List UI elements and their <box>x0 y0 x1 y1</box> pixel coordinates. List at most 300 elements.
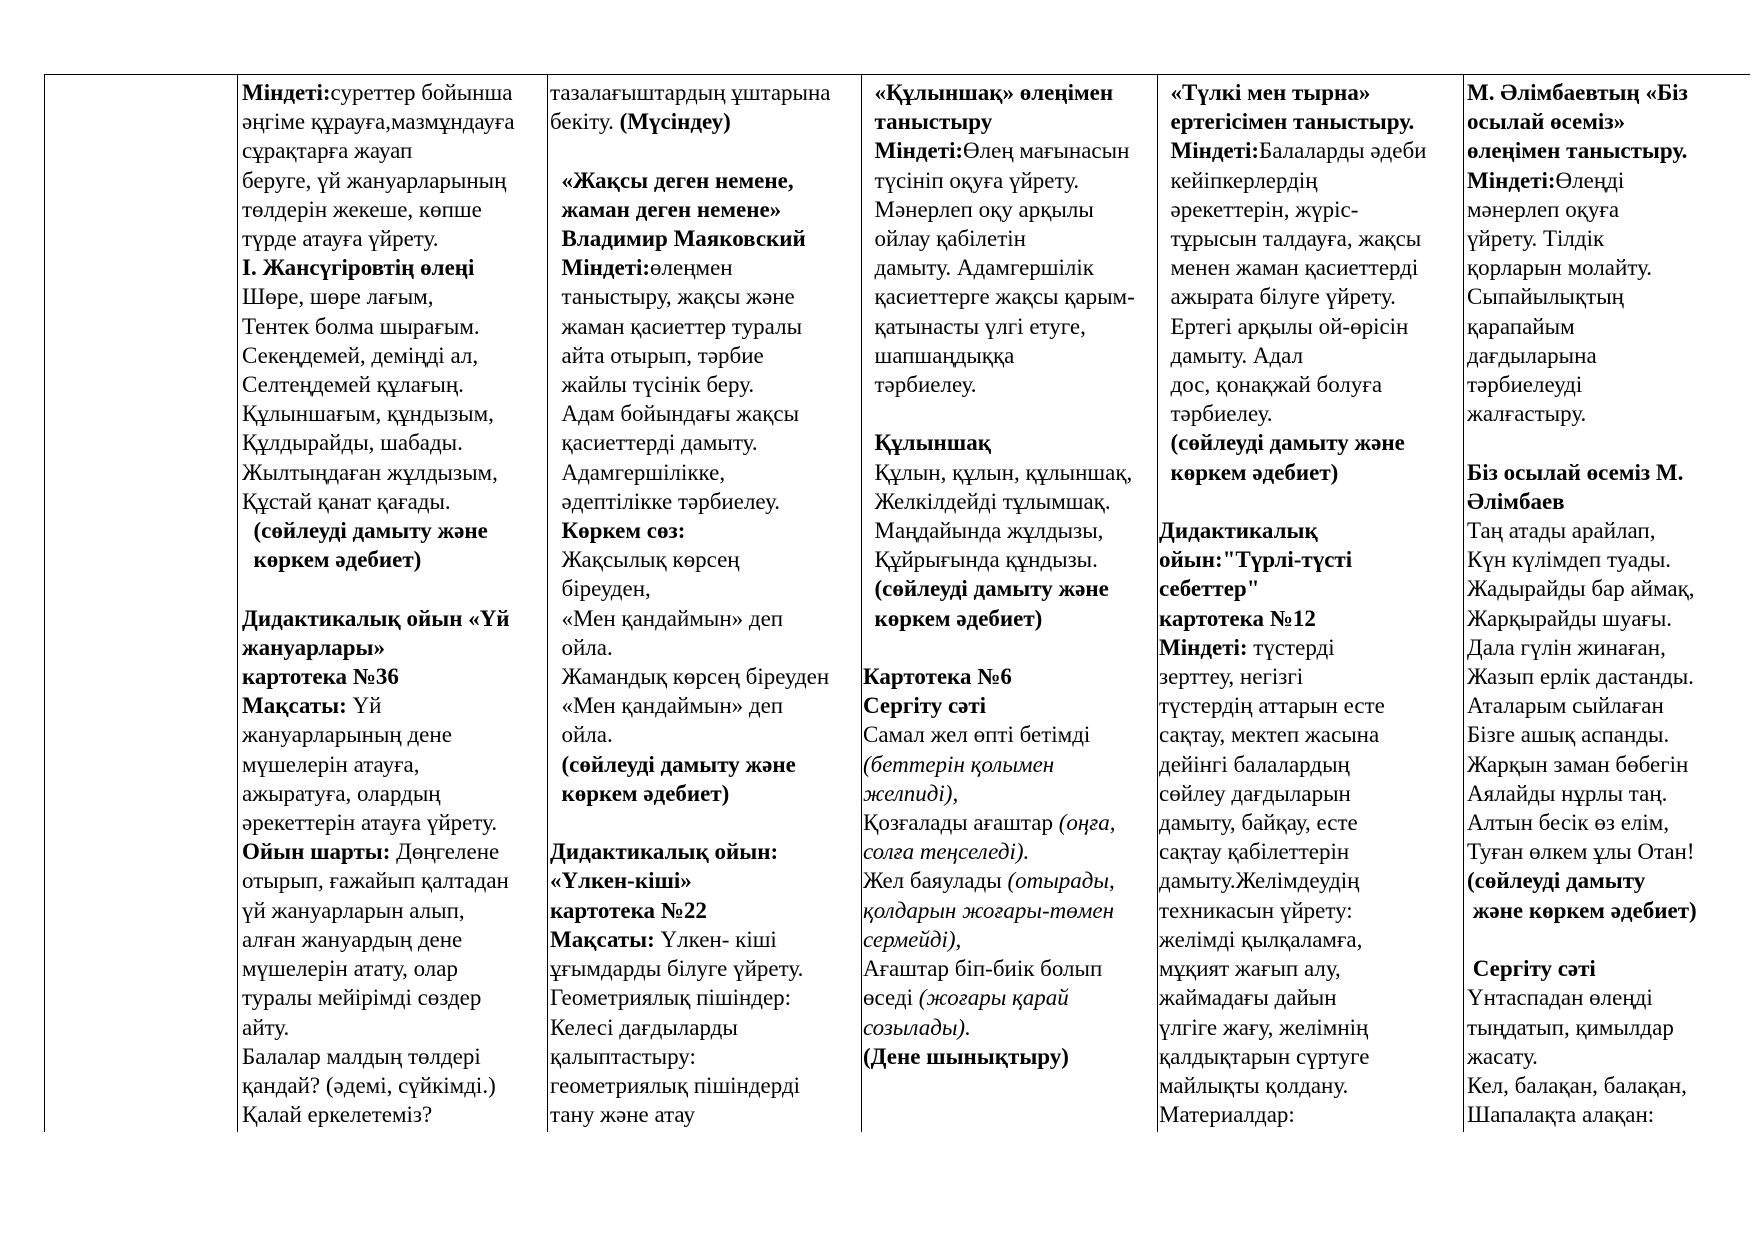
text-line <box>550 1100 859 1129</box>
text-run: Қозғалады ағаштар <box>863 810 1059 836</box>
text-line <box>863 282 1155 311</box>
text-run: суреттер бойынша <box>330 80 513 105</box>
text-run: (сөйлеуді дамыту және <box>550 751 796 777</box>
text-run: Көркем сөз: <box>550 518 686 544</box>
text-run: (Мүсіндеу) <box>619 109 731 135</box>
column-friday <box>1467 78 1751 1132</box>
text-line <box>550 633 859 662</box>
text-run: дос, қонақжай болуға <box>1159 372 1383 398</box>
text-line <box>242 1042 544 1071</box>
text-run: «Құлыншақ» өлеңімен <box>863 80 1114 105</box>
text-line <box>863 224 1155 253</box>
text-run: Таң атады арайлап, <box>1467 518 1656 544</box>
text-line <box>863 808 1155 837</box>
text-run: Бізге ашық аспанды. <box>1467 722 1670 748</box>
text-line <box>550 837 859 866</box>
text-line <box>1467 224 1751 253</box>
text-line <box>550 166 859 195</box>
text-line <box>242 750 544 779</box>
text-line <box>550 399 859 428</box>
text-run: Қалай еркелетеміз? <box>242 1102 433 1128</box>
text-line <box>863 837 1155 866</box>
text-line <box>1159 574 1461 603</box>
text-run: (Дене шынықтыру) <box>863 1043 1069 1069</box>
text-run: түрде атауға үйрету. <box>242 226 439 252</box>
text-line <box>1467 837 1751 866</box>
text-run: Жарқырайды шуағы. <box>1467 605 1673 631</box>
column-thursday <box>1159 78 1461 1132</box>
text-run: отырып, ғажайып қалтадан <box>242 868 509 894</box>
text-run: Балаларды әдеби <box>1259 138 1427 164</box>
text-line <box>1467 370 1751 399</box>
text-line <box>242 808 544 837</box>
column-divider <box>1463 74 1464 1132</box>
text-line <box>863 370 1155 399</box>
column-wednesday <box>863 78 1155 1132</box>
text-line <box>550 662 859 691</box>
text-line <box>550 107 859 136</box>
text-run: Материалдар: <box>1159 1102 1295 1128</box>
text-line <box>550 458 859 487</box>
text-run: таныстыру <box>863 109 993 135</box>
text-line <box>242 662 544 691</box>
text-line <box>550 925 859 954</box>
text-line <box>242 574 544 603</box>
text-line <box>1159 312 1461 341</box>
text-run: ойла. <box>550 722 613 748</box>
text-line <box>863 574 1155 603</box>
text-run: «Түлкі мен тырна» <box>1159 80 1371 105</box>
text-run: ойлау қабілетін <box>863 226 1026 252</box>
text-line <box>1159 954 1461 983</box>
text-line <box>1159 253 1461 282</box>
text-run: Жел баяулады <box>863 868 1008 894</box>
text-run: көркем әдебиет) <box>242 547 422 573</box>
text-line <box>1467 1100 1751 1129</box>
text-line <box>1467 866 1751 895</box>
text-line <box>1467 779 1751 808</box>
text-line <box>863 896 1155 925</box>
text-run: тәрбиелеу. <box>1159 401 1273 427</box>
text-run: Жақсылық көрсең <box>550 547 740 573</box>
text-line <box>1159 516 1461 545</box>
table-left-border <box>44 74 45 1132</box>
text-line <box>1467 604 1751 633</box>
text-line <box>242 896 544 925</box>
text-line <box>1467 136 1751 165</box>
text-line <box>242 604 544 633</box>
text-run: Адамгершілікке, <box>550 459 726 485</box>
text-run: «Үлкен-кіші» <box>550 868 692 894</box>
text-line <box>1467 253 1751 282</box>
text-line <box>550 750 859 779</box>
text-line <box>242 516 544 545</box>
text-run: үлгіге жағу, желімнің <box>1159 1014 1369 1040</box>
text-line <box>550 808 859 837</box>
text-line <box>242 837 544 866</box>
text-run: майлықты қолдану. <box>1159 1072 1349 1098</box>
text-line <box>550 983 859 1012</box>
text-line <box>1159 837 1461 866</box>
text-run: Құстай қанат қағады. <box>242 488 451 514</box>
text-run: Жарқын заман бөбегін <box>1467 751 1689 777</box>
text-line <box>550 487 859 516</box>
text-line <box>550 312 859 341</box>
text-run: дамыту.Желімдеудің <box>1159 868 1360 894</box>
text-line <box>242 1100 544 1129</box>
text-line <box>1467 662 1751 691</box>
text-run: туралы мейірімді сөздер <box>242 985 482 1011</box>
text-run: Біз осылай өсеміз М. <box>1467 459 1684 485</box>
text-line <box>242 1013 544 1042</box>
text-line <box>242 136 544 165</box>
text-run: жаман қасиеттер туралы <box>550 313 803 339</box>
text-run: түсініп оқуға үйрету. <box>863 167 1080 193</box>
text-line <box>242 487 544 516</box>
text-run: осылай өсеміз» <box>1467 109 1626 135</box>
text-run: тану және атау <box>550 1102 695 1128</box>
text-line <box>1467 574 1751 603</box>
text-run: Сыпайылықтың <box>1467 284 1624 310</box>
text-run: «Жақсы деген немене, <box>550 167 794 193</box>
text-line <box>1467 78 1751 107</box>
text-run: көркем әдебиет) <box>863 605 1043 631</box>
text-run: дамыту, байқау, есте <box>1159 810 1358 836</box>
text-line <box>1159 224 1461 253</box>
text-run: Міндеті: <box>1159 634 1254 660</box>
text-run: Сергіту сәті <box>1467 956 1596 982</box>
text-line <box>863 983 1155 1012</box>
text-line <box>1467 1071 1751 1100</box>
text-run: түстерді <box>1253 634 1335 660</box>
text-line <box>863 253 1155 282</box>
text-run: көркем әдебиет) <box>1159 459 1339 485</box>
text-run: Геометриялық пішіндер: <box>550 985 792 1011</box>
text-run: қатынасты үлгі етуге, <box>863 313 1086 339</box>
text-run: картотека №36 <box>242 664 399 690</box>
text-line <box>1159 282 1461 311</box>
text-line <box>863 604 1155 633</box>
text-run: Міндеті: <box>550 255 651 281</box>
text-run: техникасын үйрету: <box>1159 897 1353 923</box>
column-monday <box>242 78 544 1132</box>
text-line <box>242 428 544 457</box>
text-run: Картотека №6 <box>863 664 1012 690</box>
text-run: Мақсаты: <box>550 926 661 952</box>
text-run: Үнтаспадан өлеңді <box>1467 985 1653 1011</box>
text-run: Жадырайды бар аймақ, <box>1467 576 1695 602</box>
text-line <box>1159 896 1461 925</box>
text-run: үйрету. Тілдік <box>1467 226 1605 252</box>
table-top-border <box>44 74 1750 75</box>
text-line <box>1159 1071 1461 1100</box>
text-run: әңгіме құрауға,мазмұндауға <box>242 109 515 135</box>
text-run: сөйлеу дағдыларын <box>1159 780 1351 806</box>
text-line <box>1159 195 1461 224</box>
text-line <box>550 370 859 399</box>
text-run: Алтын бесік өз елім, <box>1467 810 1670 836</box>
text-line <box>1467 720 1751 749</box>
text-run: М. Әлімбаевтың «Біз <box>1467 80 1688 105</box>
text-line <box>242 224 544 253</box>
text-line <box>242 545 544 574</box>
text-line <box>550 1042 859 1071</box>
text-line <box>550 720 859 749</box>
text-line <box>863 1013 1155 1042</box>
text-run: қолдарын жоғары-төмен <box>863 897 1115 923</box>
text-line <box>1159 399 1461 428</box>
text-line <box>863 136 1155 165</box>
text-run: қандай? (әдемі, сүйкімді.) <box>242 1072 496 1098</box>
text-line <box>863 662 1155 691</box>
text-line <box>550 866 859 895</box>
text-run: Маңдайында жұлдызы, <box>863 518 1104 544</box>
text-line <box>1467 808 1751 837</box>
text-line <box>550 545 859 574</box>
text-line <box>550 691 859 720</box>
text-run: әрекеттерін атауға үйрету. <box>242 810 498 836</box>
column-divider <box>237 74 238 1132</box>
text-run: тұрысын талдауға, жақсы <box>1159 226 1422 252</box>
text-line <box>242 633 544 662</box>
text-line <box>242 341 544 370</box>
text-line <box>1467 341 1751 370</box>
text-line <box>863 166 1155 195</box>
text-run: көркем әдебиет) <box>550 780 730 806</box>
text-line <box>1159 779 1461 808</box>
text-line <box>550 1071 859 1100</box>
text-line <box>1467 1042 1751 1071</box>
text-run: Шөре, шөре лағым, <box>242 284 434 310</box>
text-run: қарапайым <box>1467 313 1575 339</box>
text-run: Құлын, құлын, құлыншақ, <box>863 459 1133 485</box>
text-run: (сөйлеуді дамыту және <box>863 576 1109 602</box>
text-line <box>863 78 1155 107</box>
text-run: өседі <box>863 985 919 1011</box>
text-run: жайлы түсінік беру. <box>550 372 755 398</box>
text-run: Үй <box>352 693 382 719</box>
text-line <box>550 253 859 282</box>
text-run: дейінгі балалардың <box>1159 751 1350 777</box>
text-run: үй жануарларын алып, <box>242 897 465 923</box>
text-run: мұқият жағып алу, <box>1159 956 1341 982</box>
text-run: жалғастыру. <box>1467 401 1587 427</box>
text-line <box>1159 983 1461 1012</box>
text-line <box>242 399 544 428</box>
text-run: ойла. <box>550 634 613 660</box>
text-run: ертегісімен таныстыру. <box>1159 109 1415 135</box>
text-line <box>242 779 544 808</box>
text-run: «Мен қандаймын» деп <box>550 605 784 631</box>
text-run: Құлыншақ <box>863 430 991 456</box>
text-run: Ағаштар біп-биік болып <box>863 956 1103 982</box>
text-run: сұрақтарға жауап <box>242 138 413 164</box>
text-run: желпиді), <box>863 780 959 806</box>
text-line <box>242 78 544 107</box>
text-run: Ойын шарты: <box>242 839 397 865</box>
text-run: Тентек болма шырағым. <box>242 313 480 339</box>
column-tuesday <box>550 78 859 1132</box>
text-line <box>242 983 544 1012</box>
text-line <box>550 574 859 603</box>
text-run: жануарлары» <box>242 634 385 660</box>
text-run: Өлеңді <box>1555 167 1625 193</box>
text-line <box>1159 370 1461 399</box>
text-run: ұғымдарды білуге үйрету. <box>550 956 804 982</box>
text-line <box>1467 896 1751 925</box>
text-line <box>1159 341 1461 370</box>
text-run: Күн күлімдеп туады. <box>1467 547 1672 573</box>
text-line <box>1159 1042 1461 1071</box>
text-line <box>863 633 1155 662</box>
text-line <box>242 691 544 720</box>
text-run: Дидактикалық <box>1159 518 1318 544</box>
text-line <box>863 341 1155 370</box>
text-line <box>1467 545 1751 574</box>
text-run: Дидактикалық ойын «Үй <box>242 605 510 631</box>
text-line <box>550 954 859 983</box>
text-line <box>1159 691 1461 720</box>
text-line <box>242 370 544 399</box>
text-line <box>1467 195 1751 224</box>
text-line <box>1467 312 1751 341</box>
text-run: әдептілікке тәрбиелеу. <box>550 488 781 514</box>
text-line <box>1467 399 1751 428</box>
text-line <box>242 107 544 136</box>
text-line <box>242 720 544 749</box>
text-line <box>863 312 1155 341</box>
text-line <box>863 545 1155 574</box>
text-run: тазалағыштардың ұштарына <box>550 80 831 105</box>
text-line <box>1159 428 1461 457</box>
text-run: Мәнерлеп оқу арқылы <box>863 196 1094 222</box>
text-line <box>242 195 544 224</box>
text-line <box>550 516 859 545</box>
text-line <box>242 253 544 282</box>
text-line <box>1467 516 1751 545</box>
text-run: Мақсаты: <box>242 693 353 719</box>
text-run: дамыту. Адал <box>1159 342 1304 368</box>
text-run: қалдықтарын сүртуге <box>1159 1043 1370 1069</box>
text-run: Ертегі арқылы ой-өрісін <box>1159 313 1409 339</box>
text-run: Міндеті: <box>242 80 331 105</box>
text-run: Міндеті: <box>863 138 964 164</box>
text-run: желімді қылқаламға, <box>1159 926 1363 952</box>
text-line <box>1467 691 1751 720</box>
text-run: геометриялық пішіндерді <box>550 1072 801 1098</box>
text-line <box>1467 954 1751 983</box>
text-run: Әлімбаев <box>1467 488 1565 514</box>
text-line <box>1159 545 1461 574</box>
text-run: Міндеті: <box>1467 167 1556 193</box>
text-run: айта отырып, тәрбие <box>550 342 764 368</box>
column-divider <box>861 74 862 1132</box>
text-line <box>1467 750 1751 779</box>
text-run: төлдерін жекеше, көпше <box>242 196 482 222</box>
text-run: Дидактикалық ойын: <box>550 839 779 865</box>
text-line <box>1159 720 1461 749</box>
text-run: тыңдатып, қимылдар <box>1467 1014 1674 1040</box>
text-run: Туған өлкем ұлы Отан! <box>1467 839 1695 865</box>
text-line <box>863 107 1155 136</box>
text-line <box>242 925 544 954</box>
text-line <box>863 720 1155 749</box>
text-line <box>1159 808 1461 837</box>
text-line <box>1159 750 1461 779</box>
text-line <box>242 954 544 983</box>
text-run: біреуден, <box>550 576 651 602</box>
text-line <box>1159 662 1461 691</box>
text-line <box>550 195 859 224</box>
text-line <box>1467 428 1751 457</box>
text-line <box>1159 866 1461 895</box>
text-run: картотека №22 <box>550 897 707 923</box>
text-line <box>863 954 1155 983</box>
text-run: Шапалақта алақан: <box>1467 1102 1655 1128</box>
text-run: Құйрығында құндызы. <box>863 547 1098 573</box>
text-run: менен жаман қасиеттерді <box>1159 255 1419 281</box>
text-run: себеттер" <box>1159 576 1260 602</box>
text-run: Жылтыңдаған жұлдызым, <box>242 459 498 485</box>
text-line <box>1159 458 1461 487</box>
text-line <box>550 779 859 808</box>
text-run: Құлдырайды, шабады. <box>242 430 463 456</box>
text-run: (жоғары қарай <box>918 985 1069 1011</box>
text-run: (сөйлеуді дамыту <box>1467 868 1646 894</box>
text-line <box>863 458 1155 487</box>
text-run: тәрбиелеуді <box>1467 372 1583 398</box>
text-run: таныстыру, жақсы және <box>550 284 795 310</box>
text-line <box>1159 925 1461 954</box>
text-line <box>242 312 544 341</box>
text-line <box>1159 1100 1461 1129</box>
text-run: (оңға, <box>1058 810 1116 836</box>
text-run: картотека №12 <box>1159 605 1316 631</box>
text-run: ажырата білуге үйрету. <box>1159 284 1396 310</box>
text-line <box>1467 487 1751 516</box>
text-run: ойын:"Түрлі-түсті <box>1159 547 1353 573</box>
text-line <box>242 458 544 487</box>
text-run: Балалар малдың төлдері <box>242 1043 481 1069</box>
text-line <box>1467 983 1751 1012</box>
text-run: Дөңгелене <box>396 839 500 865</box>
text-run: әрекеттерін, жүріс- <box>1159 196 1359 222</box>
text-run: Аялайды нұрлы таң. <box>1467 780 1668 806</box>
text-line <box>550 428 859 457</box>
text-run: бекіту. <box>550 109 620 135</box>
text-line <box>863 691 1155 720</box>
text-line <box>863 1042 1155 1071</box>
text-run: «Мен қандаймын» деп <box>550 693 784 719</box>
text-run: Жазып ерлік дастанды. <box>1467 664 1694 690</box>
text-run: кейіпкерлердің <box>1159 167 1318 193</box>
text-run: қасиеттерді дамыту. <box>550 430 758 456</box>
text-line <box>1159 78 1461 107</box>
text-run: Селтеңдемей құлағың. <box>242 372 464 398</box>
text-line <box>1159 107 1461 136</box>
text-line <box>550 282 859 311</box>
text-line <box>550 896 859 925</box>
text-line <box>863 487 1155 516</box>
text-run: беруге, үй жануарларының <box>242 167 507 193</box>
text-run: сақтау, мектеп жасына <box>1159 722 1380 748</box>
text-run: жаймадағы дайын <box>1159 985 1337 1011</box>
text-run: Өлең мағынасын <box>963 138 1130 164</box>
column-divider <box>1157 74 1158 1132</box>
text-line <box>1467 166 1751 195</box>
text-line <box>863 925 1155 954</box>
text-line <box>1467 458 1751 487</box>
